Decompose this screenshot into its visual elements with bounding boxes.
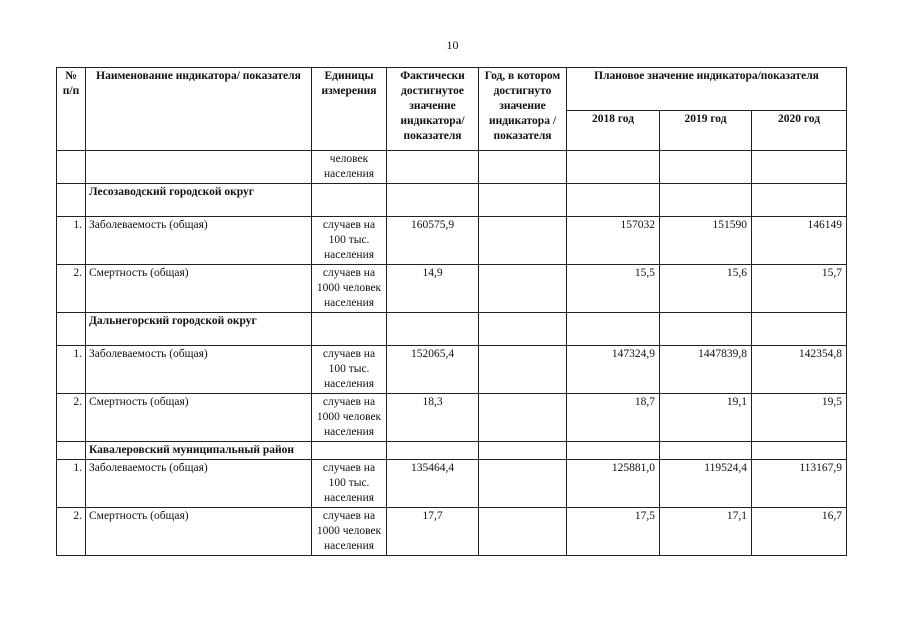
row-2019: 15,6 [660,265,752,313]
row-2020: 146149 [752,217,847,265]
row-2018: 18,7 [567,394,660,442]
row-units: случаев на 100 тыс. населения [312,460,387,508]
row-num: 1. [57,460,86,508]
row-name: Заболеваемость (общая) [86,217,312,265]
header-actual: Фактически достигнутое значение индикатора/ показателя [387,68,479,151]
indicators-table [56,67,847,556]
row-actual: 14,9 [387,265,479,313]
row-name: Смертность (общая) [86,508,312,556]
continuation-row [57,151,847,184]
row-name: Смертность (общая) [86,265,312,313]
table-row [57,217,847,265]
row-2020: 16,7 [752,508,847,556]
row-units: случаев на 100 тыс. населения [312,346,387,394]
row-2018: 125881,0 [567,460,660,508]
header-2020: 2020 год [752,111,847,151]
row-year [479,346,567,394]
row-num: 1. [57,217,86,265]
header-2018: 2018 год [567,111,660,151]
table-row [57,460,847,508]
section-title: Дальнегорский городской округ [86,313,312,346]
row-num: 2. [57,265,86,313]
section-title: Кавалеровский муниципальный район [86,442,312,460]
row-actual: 18,3 [387,394,479,442]
row-units: случаев на 100 тыс. населения [312,217,387,265]
row-actual: 135464,4 [387,460,479,508]
row-year [479,460,567,508]
row-num: 1. [57,346,86,394]
row-year [479,217,567,265]
row-2019: 1447839,8 [660,346,752,394]
row-units: случаев на 1000 человек населения [312,394,387,442]
row-2019: 151590 [660,217,752,265]
row-2018: 147324,9 [567,346,660,394]
row-actual: 17,7 [387,508,479,556]
section-title: Лесозаводский городской округ [86,184,312,217]
row-year [479,394,567,442]
table-row [57,394,847,442]
row-2018: 17,5 [567,508,660,556]
section-row [57,184,847,217]
header-2019: 2019 год [660,111,752,151]
table-row [57,265,847,313]
row-actual: 160575,9 [387,217,479,265]
header-row [57,68,847,111]
row-2018: 157032 [567,217,660,265]
row-name: Заболеваемость (общая) [86,460,312,508]
row-num: 2. [57,508,86,556]
row-units: случаев на 1000 человек населения [312,265,387,313]
row-2019: 119524,4 [660,460,752,508]
section-row [57,442,847,460]
continuation-units: человек населения [312,151,387,184]
row-name: Заболеваемость (общая) [86,346,312,394]
row-year [479,265,567,313]
table-row [57,346,847,394]
row-2020: 142354,8 [752,346,847,394]
table-row [57,508,847,556]
header-num: № п/п [57,68,86,151]
section-row [57,313,847,346]
header-name: Наименование индикатора/ показателя [86,68,312,151]
row-units: случаев на 1000 человек населения [312,508,387,556]
page-number: 10 [446,38,459,52]
row-name: Смертность (общая) [86,394,312,442]
header-planned: Плановое значение индикатора/показателя [567,68,847,111]
row-num: 2. [57,394,86,442]
row-2018: 15,5 [567,265,660,313]
row-2019: 19,1 [660,394,752,442]
row-2020: 15,7 [752,265,847,313]
header-units: Единицы измерения [312,68,387,151]
row-2020: 19,5 [752,394,847,442]
row-year [479,508,567,556]
header-year: Год, в котором достигнуто значение индикатора /показателя [479,68,567,151]
row-actual: 152065,4 [387,346,479,394]
row-2019: 17,1 [660,508,752,556]
row-2020: 113167,9 [752,460,847,508]
